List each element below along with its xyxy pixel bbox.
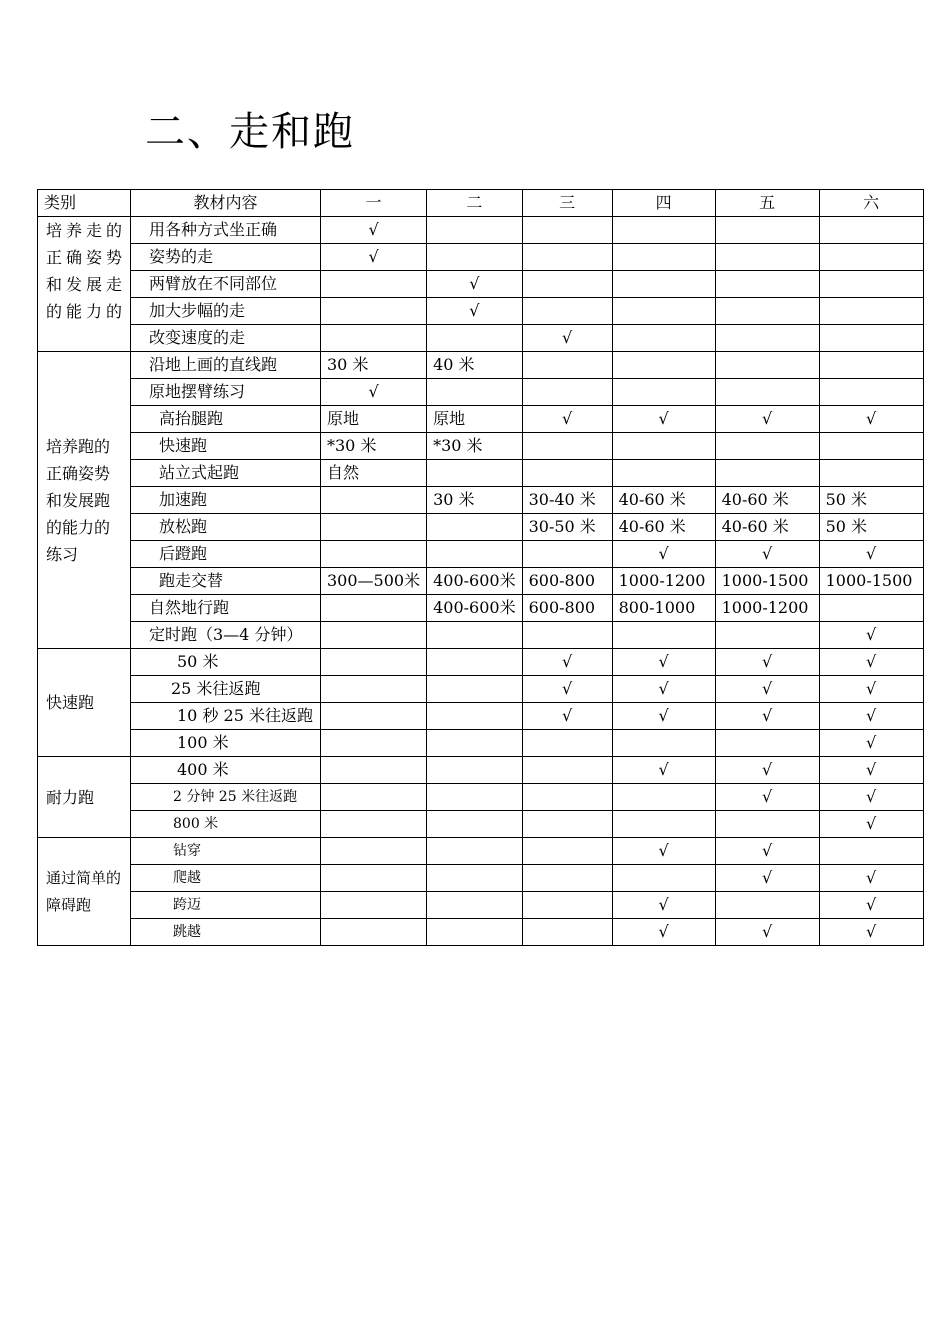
grade-cell: √ (522, 406, 612, 433)
grade-cell (715, 811, 819, 838)
grade-cell (522, 541, 612, 568)
table-row (38, 649, 924, 676)
table-row (38, 622, 924, 649)
grade-cell (612, 271, 715, 298)
grade-cell (715, 325, 819, 352)
grade-cell: √ (819, 784, 923, 811)
grade-cell: 30-50 米 (522, 514, 612, 541)
grade-cell: √ (612, 676, 715, 703)
grade-cell (522, 730, 612, 757)
grade-cell: √ (819, 406, 923, 433)
grade-cell: 自然 (321, 460, 427, 487)
grade-cell: 400-600米 (427, 595, 523, 622)
grade-cell (321, 514, 427, 541)
grade-cell: √ (715, 838, 819, 865)
content-cell: 改变速度的走 (131, 325, 321, 352)
grade-cell: √ (522, 325, 612, 352)
grade-cell: 300—500米 (321, 568, 427, 595)
table-row (38, 541, 924, 568)
grade-cell: √ (321, 217, 427, 244)
grade-cell (715, 433, 819, 460)
grade-cell (715, 271, 819, 298)
content-cell: 800 米 (131, 811, 321, 838)
grade-cell: √ (612, 892, 715, 919)
grade-cell (321, 757, 427, 784)
grade-cell: √ (612, 541, 715, 568)
table-row (38, 325, 924, 352)
grade-cell: √ (715, 676, 819, 703)
grade-cell (427, 325, 523, 352)
content-cell: 跨迈 (131, 892, 321, 919)
grade-cell: √ (715, 649, 819, 676)
grade-cell (819, 433, 923, 460)
table-row (38, 406, 924, 433)
table-row (38, 568, 924, 595)
grade-cell (522, 838, 612, 865)
grade-cell (427, 703, 523, 730)
header-cell: 三 (522, 190, 612, 217)
grade-cell: 800-1000 (612, 595, 715, 622)
content-cell: 加速跑 (131, 487, 321, 514)
table-row (38, 379, 924, 406)
header-cell: 教材内容 (131, 190, 321, 217)
content-cell: 放松跑 (131, 514, 321, 541)
grade-cell (522, 352, 612, 379)
content-cell: 沿地上画的直线跑 (131, 352, 321, 379)
grade-cell (715, 460, 819, 487)
content-cell: 2 分钟 25 米往返跑 (131, 784, 321, 811)
grade-cell: √ (427, 271, 523, 298)
grade-cell (612, 433, 715, 460)
grade-cell (612, 352, 715, 379)
grade-cell: √ (819, 622, 923, 649)
grade-cell: √ (715, 757, 819, 784)
grade-cell: √ (612, 919, 715, 946)
grade-cell (522, 622, 612, 649)
grade-cell: √ (321, 379, 427, 406)
grade-cell (522, 379, 612, 406)
grade-cell (522, 244, 612, 271)
grade-cell: 30 米 (321, 352, 427, 379)
header-row (38, 190, 924, 217)
grade-cell (321, 730, 427, 757)
table-row (38, 676, 924, 703)
grade-cell: 40-60 米 (715, 487, 819, 514)
grade-cell (427, 649, 523, 676)
grade-cell (427, 622, 523, 649)
grade-cell (522, 298, 612, 325)
grade-cell (427, 541, 523, 568)
content-cell: 50 米 (131, 649, 321, 676)
table-row (38, 730, 924, 757)
grade-cell: 600-800 (522, 595, 612, 622)
grade-cell: 30-40 米 (522, 487, 612, 514)
grade-cell (612, 730, 715, 757)
table-row (38, 352, 924, 379)
grade-cell (522, 892, 612, 919)
grade-cell: √ (819, 757, 923, 784)
content-cell: 两臂放在不同部位 (131, 271, 321, 298)
grade-cell (321, 811, 427, 838)
grade-cell: √ (819, 703, 923, 730)
table-row (38, 298, 924, 325)
content-cell: 后蹬跑 (131, 541, 321, 568)
grade-cell (427, 892, 523, 919)
grade-cell (321, 676, 427, 703)
table-row (38, 892, 924, 919)
grade-cell (819, 325, 923, 352)
category-cell: 快速跑 (38, 649, 131, 757)
grade-cell: √ (715, 784, 819, 811)
curriculum-table (37, 189, 924, 946)
grade-cell (427, 676, 523, 703)
grade-cell (819, 838, 923, 865)
grade-cell (612, 244, 715, 271)
grade-cell: 50 米 (819, 487, 923, 514)
grade-cell (321, 541, 427, 568)
grade-cell (522, 460, 612, 487)
grade-cell (522, 865, 612, 892)
header-cell: 六 (819, 190, 923, 217)
grade-cell (321, 622, 427, 649)
grade-cell: 1000-1200 (612, 568, 715, 595)
content-cell: 用各种方式坐正确 (131, 217, 321, 244)
table-row (38, 217, 924, 244)
table-row (38, 433, 924, 460)
grade-cell: 40 米 (427, 352, 523, 379)
grade-cell: √ (427, 298, 523, 325)
grade-cell: 原地 (427, 406, 523, 433)
grade-cell: √ (819, 892, 923, 919)
table-row (38, 514, 924, 541)
content-cell: 站立式起跑 (131, 460, 321, 487)
grade-cell (427, 217, 523, 244)
grade-cell (321, 892, 427, 919)
grade-cell: 40-60 米 (612, 487, 715, 514)
grade-cell (819, 271, 923, 298)
table-row (38, 244, 924, 271)
grade-cell (427, 460, 523, 487)
grade-cell: *30 米 (427, 433, 523, 460)
grade-cell: √ (612, 757, 715, 784)
table-row (38, 811, 924, 838)
grade-cell (321, 703, 427, 730)
grade-cell: √ (819, 730, 923, 757)
content-cell: 爬越 (131, 865, 321, 892)
grade-cell (612, 865, 715, 892)
grade-cell (427, 514, 523, 541)
grade-cell: √ (819, 811, 923, 838)
grade-cell (715, 217, 819, 244)
grade-cell: √ (715, 406, 819, 433)
content-cell: 10 秒 25 米往返跑 (131, 703, 321, 730)
header-cell: 二 (427, 190, 523, 217)
page-title: 二、走和跑 (145, 109, 355, 155)
grade-cell: √ (612, 406, 715, 433)
grade-cell (819, 352, 923, 379)
grade-cell: √ (612, 838, 715, 865)
grade-cell (522, 784, 612, 811)
table-row (38, 271, 924, 298)
header-cell: 五 (715, 190, 819, 217)
grade-cell: √ (715, 865, 819, 892)
grade-cell: √ (522, 676, 612, 703)
grade-cell (819, 595, 923, 622)
grade-cell (715, 298, 819, 325)
grade-cell (321, 919, 427, 946)
grade-cell: *30 米 (321, 433, 427, 460)
grade-cell: √ (819, 649, 923, 676)
grade-cell: 原地 (321, 406, 427, 433)
table-row (38, 487, 924, 514)
grade-cell: √ (715, 541, 819, 568)
content-cell: 400 米 (131, 757, 321, 784)
header-cell: 类别 (38, 190, 131, 217)
grade-cell (427, 838, 523, 865)
grade-cell: √ (612, 649, 715, 676)
grade-cell (612, 811, 715, 838)
grade-cell (612, 784, 715, 811)
grade-cell (321, 865, 427, 892)
grade-cell (522, 757, 612, 784)
grade-cell (321, 298, 427, 325)
grade-cell (715, 730, 819, 757)
content-cell: 跑走交替 (131, 568, 321, 595)
grade-cell (522, 271, 612, 298)
grade-cell (715, 379, 819, 406)
grade-cell (321, 325, 427, 352)
grade-cell (819, 460, 923, 487)
grade-cell: √ (321, 244, 427, 271)
content-cell: 姿势的走 (131, 244, 321, 271)
content-cell: 定时跑（3—4 分钟） (131, 622, 321, 649)
grade-cell: √ (819, 676, 923, 703)
content-cell: 高抬腿跑 (131, 406, 321, 433)
grade-cell (522, 811, 612, 838)
grade-cell (819, 298, 923, 325)
content-cell: 跳越 (131, 919, 321, 946)
grade-cell (612, 379, 715, 406)
grade-cell (427, 919, 523, 946)
grade-cell: 40-60 米 (715, 514, 819, 541)
grade-cell (522, 919, 612, 946)
grade-cell (715, 352, 819, 379)
category-cell: 耐力跑 (38, 757, 131, 838)
grade-cell: √ (819, 541, 923, 568)
grade-cell (427, 379, 523, 406)
grade-cell (715, 892, 819, 919)
grade-cell: √ (819, 865, 923, 892)
grade-cell (819, 217, 923, 244)
content-cell: 快速跑 (131, 433, 321, 460)
grade-cell (819, 244, 923, 271)
table-row (38, 595, 924, 622)
grade-cell (427, 757, 523, 784)
category-cell: 通过简单的障碍跑 (38, 838, 131, 946)
table-row (38, 703, 924, 730)
grade-cell: 1000-1500 (715, 568, 819, 595)
table-row (38, 757, 924, 784)
grade-cell: 50 米 (819, 514, 923, 541)
grade-cell (427, 784, 523, 811)
grade-cell: √ (715, 703, 819, 730)
grade-cell (715, 622, 819, 649)
grade-cell (715, 244, 819, 271)
grade-cell: 600-800 (522, 568, 612, 595)
grade-cell (612, 217, 715, 244)
table-row (38, 865, 924, 892)
header-cell: 四 (612, 190, 715, 217)
grade-cell: √ (612, 703, 715, 730)
content-cell: 加大步幅的走 (131, 298, 321, 325)
grade-cell (427, 811, 523, 838)
category-cell: 培养走的正确姿势和发展走的能力的 (38, 217, 131, 352)
grade-cell: 400-600米 (427, 568, 523, 595)
grade-cell (427, 244, 523, 271)
content-cell: 原地摆臂练习 (131, 379, 321, 406)
grade-cell (321, 487, 427, 514)
grade-cell (427, 865, 523, 892)
grade-cell (819, 379, 923, 406)
grade-cell (321, 649, 427, 676)
table-row (38, 919, 924, 946)
grade-cell: 1000-1500 (819, 568, 923, 595)
grade-cell (321, 271, 427, 298)
content-cell: 钻穿 (131, 838, 321, 865)
grade-cell (522, 433, 612, 460)
header-cell: 一 (321, 190, 427, 217)
grade-cell (321, 595, 427, 622)
table-row (38, 838, 924, 865)
table-row (38, 460, 924, 487)
content-cell: 25 米往返跑 (131, 676, 321, 703)
grade-cell (612, 460, 715, 487)
table-row (38, 784, 924, 811)
grade-cell: √ (522, 649, 612, 676)
grade-cell: √ (522, 703, 612, 730)
grade-cell (427, 730, 523, 757)
category-cell: 培养跑的正确姿势和发展跑的能力的练习 (38, 352, 131, 649)
grade-cell (321, 838, 427, 865)
content-cell: 自然地行跑 (131, 595, 321, 622)
grade-cell (612, 622, 715, 649)
grade-cell: 1000-1200 (715, 595, 819, 622)
grade-cell: √ (819, 919, 923, 946)
grade-cell (522, 217, 612, 244)
grade-cell: 40-60 米 (612, 514, 715, 541)
grade-cell: √ (715, 919, 819, 946)
grade-cell (321, 784, 427, 811)
grade-cell: 30 米 (427, 487, 523, 514)
grade-cell (612, 298, 715, 325)
content-cell: 100 米 (131, 730, 321, 757)
grade-cell (612, 325, 715, 352)
